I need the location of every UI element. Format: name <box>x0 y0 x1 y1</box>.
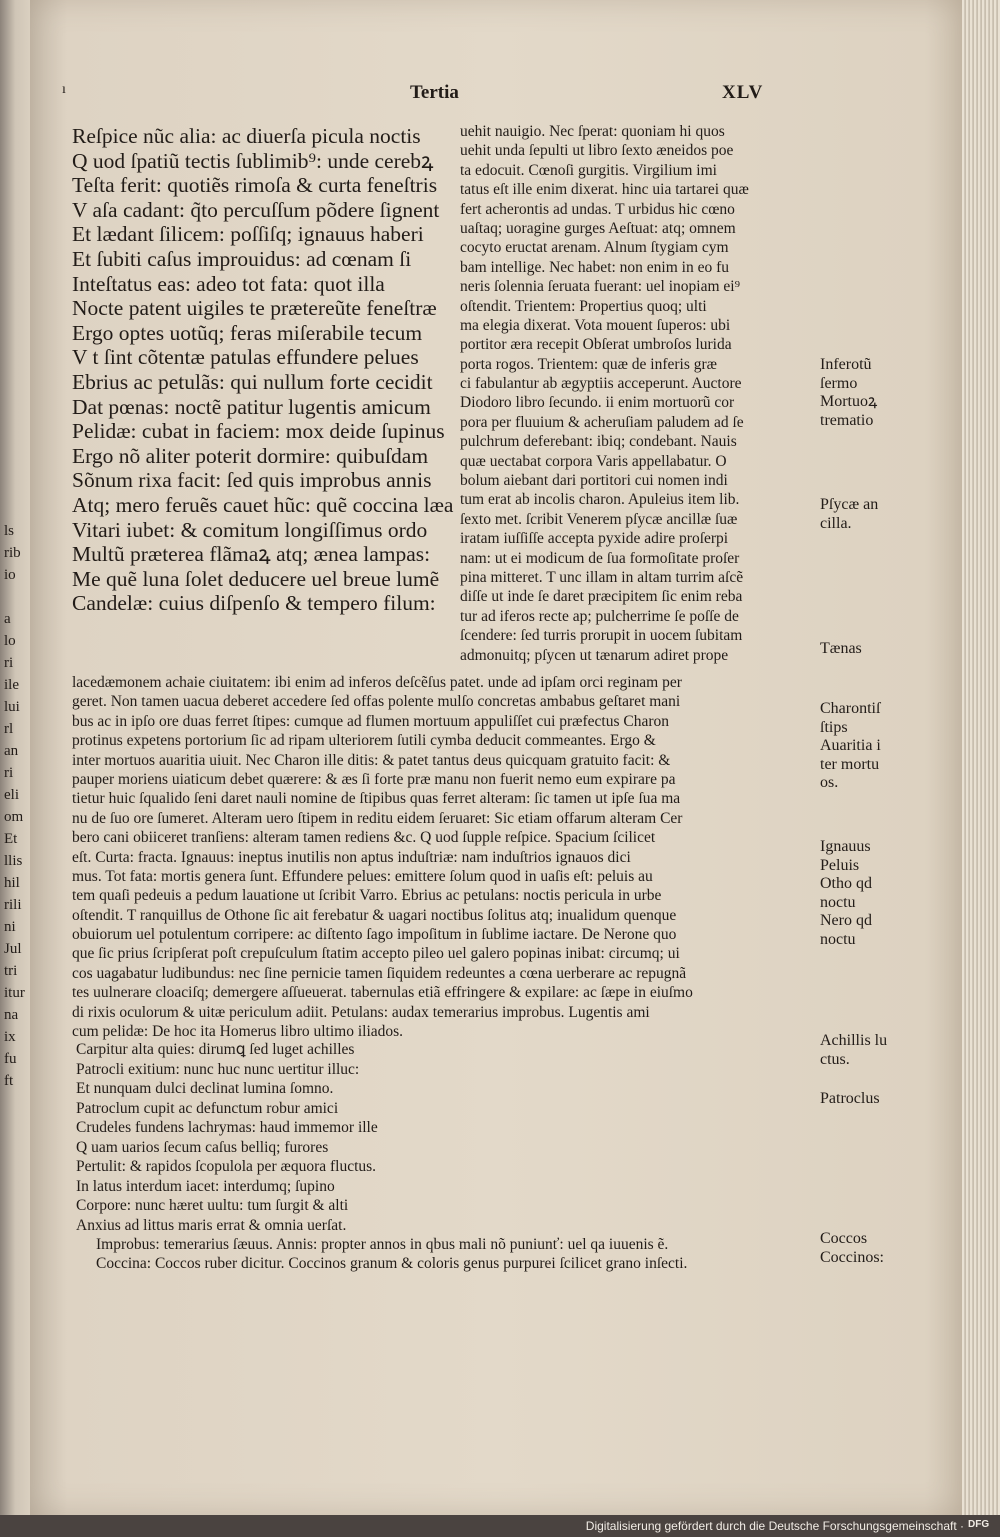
commentary-line: pora per fluuium & acheruſiam paludem ad ſe <box>460 413 744 431</box>
commentary-line: obuiorum uel potulentum corripere: ac diſtento ſago impoſitum in ſublime iactare. De Nerone quo <box>72 926 677 944</box>
facing-page-fragment: ft <box>4 1073 14 1089</box>
facing-page-edge <box>0 0 34 1515</box>
verse-line: Candelæ: cuius diſpenſo & tempero filum: <box>72 591 436 616</box>
commentary-line: oſtendit. Trientem: Propertius quoq; ulti <box>460 297 707 315</box>
quote-line: Q uam uarios ſecum caſus belliq; furores <box>76 1138 329 1156</box>
facing-page-fragment: ri <box>4 655 14 671</box>
facing-page-fragment: lui <box>4 699 20 715</box>
commentary-line: tatus eſt ille enim dixerat. hinc uia tartarei quæ <box>460 181 749 199</box>
margin-note <box>820 1032 920 1069</box>
commentary-line: cos uagabatur ludibundus: nec ſine pernicie tamen ſiquidem redeuntes a cœna uerberare ac repugnã <box>72 964 687 982</box>
facing-page-fragment: Et <box>4 831 18 847</box>
commentary-line: bero cani obiiceret tranſiens: alteram tamen rediens &c. Q uod ſupple reſpice. Spacium ſcilicet <box>72 829 656 847</box>
commentary-line: bus ac in ipſo ore duas ferret ſtipes: cumque ad flumen mortuum appuliſſet cui præfectus Charon <box>72 712 670 730</box>
commentary-line: diſſe ut inde ſe daret præcipitem ſic enim reba <box>460 588 743 606</box>
facing-page-fragment: hil <box>4 875 20 891</box>
funding-credit: Digitalisierung gefördert durch die Deutsche Forschungsgemeinschaft · <box>585 1519 964 1533</box>
verse-line: Teſta ferit: quotiẽs rimoſa & curta feneſtris <box>72 173 438 198</box>
margin-note <box>820 700 920 793</box>
facing-page-fragment: io <box>4 567 16 583</box>
verse-line: Et ſubiti caſus improuidus: ad cœnam ſi <box>72 246 412 271</box>
verse-line: Ergo nõ aliter poterit dormire: quibuſdam <box>72 443 429 468</box>
margin-note <box>820 1090 920 1109</box>
margin-note-line: Nero qd <box>820 912 872 929</box>
verse-line: Dat pœnas: noctẽ patitur lugentis amicum <box>72 394 431 419</box>
folio-number: XLV <box>722 82 764 103</box>
commentary-line: portitor æra recepit Obſerat umbroſos lurida <box>460 336 732 354</box>
margin-note-line: Mortuoꝝ <box>820 393 878 410</box>
gloss-line: Coccina: Coccos ruber dicitur. Coccinos granum & coloris genus purpurei ſcilicet grano inſecti. <box>96 1255 688 1273</box>
verse-line: Reſpice nũc alia: ac diuerſa picula noctis <box>72 124 421 148</box>
facing-page-fragment: lo <box>4 633 16 649</box>
facing-page-fragment: fu <box>4 1051 17 1067</box>
margin-note-line: ter mortu <box>820 755 880 773</box>
commentary-column <box>460 122 820 665</box>
verse-line: Atq; mero feruẽs cauet hũc: quẽ coccina læa <box>72 492 454 517</box>
commentary-line: oſtendit. T ranquillus de Othone ſic ait ferebatur & uagari noctibus ſolitus atq; inualidum quenque <box>72 906 677 924</box>
commentary-line: ſcendere: ſed turris prorupit in uocem ſubitam <box>460 627 743 645</box>
commentary-line: protinus expetens portorium ſic ad ripam ulteriorem ſutili cymba deducit commeantes. Ergo & <box>72 732 656 750</box>
facing-page-fragment: om <box>4 809 24 825</box>
facing-page-fragment: ile <box>4 677 19 693</box>
verse-line: Me quẽ luna ſolet deducere uel breue lumẽ <box>72 566 440 591</box>
commentary-line: porta rogos. Trientem: quæ de inferis græ <box>460 355 718 373</box>
margin-note-line: Coccos <box>820 1230 868 1247</box>
gloss-line: Improbus: temerarius ſæuus. Annis: propter annos in qbus mali nõ puniunť: uel qa iuuenis ẽ. <box>96 1236 669 1253</box>
verse-text <box>72 124 462 616</box>
facing-page-fragment: ni <box>4 919 16 935</box>
margin-note-line: Tænas <box>820 640 862 657</box>
commentary-line: tietur huic ſqualido ſeni daret nauli nomine de ſtipibus quas ferret alteram: ſic tamen ut ipſe ſua ma <box>72 790 681 808</box>
facing-page-fragment: ls <box>4 523 15 539</box>
margin-note <box>820 838 920 949</box>
quote-line: Pertulit: & rapidos ſcopulola per æquora fluctus. <box>76 1158 377 1175</box>
commentary-line: tem quaſi pedeuis a pedum lauatione ut ſcribit Varro. Ebrius ac petulans: noctis pericula in urbe <box>72 887 662 905</box>
facing-page-fragment: an <box>4 743 19 759</box>
commentary-line: mus. Tot fata: mortis genera ſunt. Effundere pelues: emittere ſolum quod in uaſis eſt: peluis au <box>72 867 653 885</box>
margin-note-line: Otho qd <box>820 875 872 892</box>
margin-note <box>820 356 920 430</box>
margin-note-line: cilla. <box>820 514 852 532</box>
verse-line: Nocte patent uigiles te prætereũte feneſtræ <box>72 296 437 321</box>
facing-page-fragment: itur <box>4 985 25 1001</box>
commentary-line: tum erat ab incolis charon. Apuleius item lib. <box>460 491 740 509</box>
commentary-line: ſexto met. ſcribit Venerem pſycæ ancillæ ſuæ <box>460 510 738 528</box>
margin-note-line: Inferotũ <box>820 356 872 373</box>
verse-line: Q uod ſpatiũ tectis ſublimib⁹: unde cerebꝝ <box>72 148 434 173</box>
verse-line: Pelidæ: cubat in faciem: mox deide ſupinus <box>72 419 445 444</box>
commentary-line: Diodoro libro ſecundo. ii enim mortuorũ cor <box>460 394 735 412</box>
commentary-line: quæ uectabat corpora Varis appellabatur. O <box>460 452 727 470</box>
commentary-line: admonuitq; pſycen ut tænarum adiret prope <box>460 646 729 664</box>
margin-note <box>820 496 920 533</box>
commentary-line: nu de ſuo ore ſumeret. Alteram uero ſtipem in reditu eidem ſeruaret: Sic etiam offarum alteram Cer <box>72 809 683 827</box>
commentary-line: tes uulnerare cloaciſq; demergere aſſueuerat. tabernulas etiã effringere & expilare: ac ſæpe in eiuſmo <box>72 984 693 1002</box>
quote-line: Et nunquam dulci declinat lumina ſomno. <box>76 1080 334 1097</box>
verse-line: Sõnum rixa facit: ſed quis improbus annis <box>72 468 432 493</box>
commentary-line: iratam iuſſiſſe accepta pyxide adire proſerpi <box>460 530 729 548</box>
commentary-line: pauper moriens uiaticum debet quærere: & æs ſi forte præ manu non fuerit nemo eum expirare pa <box>72 770 676 788</box>
commentary-line: uehit nauigio. Nec ſperat: quoniam hi quos <box>460 123 725 140</box>
commentary-full-width <box>72 673 824 1041</box>
commentary-line: pina mitteret. T unc illam in altam turrim aſcẽ <box>460 568 744 586</box>
margin-note-line: noctu <box>820 930 856 948</box>
verse-line: Vitari iubet: & comitum longiſſimus ordo <box>72 517 428 542</box>
commentary-line: eſt. Curta: fracta. Ignauus: ineptus inutilis non aptus induſtriæ: nam induſtrios ignauos dici <box>72 848 631 866</box>
homer-quotation <box>76 1040 576 1235</box>
margin-note-line: Achillis lu <box>820 1032 888 1049</box>
margin-note-line: ſtips <box>820 718 848 736</box>
commentary-line: geret. Non tamen uacua deberet accedere ſed offas polente mulſo concretas ambabus geſtaret mani <box>72 693 681 711</box>
facing-page-fragment: rili <box>4 897 22 913</box>
quote-line: In latus interdum iacet: interdumq; ſupino <box>76 1177 335 1195</box>
facing-page-fragment: na <box>4 1007 19 1023</box>
quote-line: Anxius ad littus maris errat & omnia uerſat. <box>76 1216 347 1234</box>
closing-glosses <box>96 1235 826 1274</box>
commentary-line: uehit unda ſepulti ut libro ſexto æneidos poe <box>460 142 734 160</box>
commentary-line: cum pelidæ: De hoc ita Homerus libro ultimo iliados. <box>72 1023 404 1041</box>
margin-note-line: Peluis <box>820 856 860 874</box>
verse-line: Et lædant ſilicem: poſſiſq; ignauus haberi <box>72 222 424 247</box>
facing-page-fragment: tri <box>4 963 18 979</box>
facing-page-fragment: a <box>4 611 11 627</box>
commentary-line: ma elegia dixerat. Vota mouent ſuperos: ubi <box>460 316 731 334</box>
margin-note-line: Pſycæ an <box>820 496 879 513</box>
commentary-line: ci fabulantur ab ægyptiis acceperunt. Auctore <box>460 375 742 393</box>
quote-line: Crudeles fundens lachrymas: haud immemor ille <box>76 1119 378 1136</box>
facing-page-fragment: ix <box>4 1029 16 1045</box>
margin-note-line: Auaritia i <box>820 737 881 754</box>
margin-note-line: Charontiſ <box>820 700 881 717</box>
quote-line: Corpore: nunc hæret uultu: tum ſurgit & alti <box>76 1197 349 1214</box>
margin-note-line: os. <box>820 774 839 791</box>
verse-line: Inteſtatus eas: adeo tot fata: quot illa <box>72 271 385 296</box>
commentary-line: bolum aiebant dari portitori cui nomen indi <box>460 472 728 490</box>
verse-line: V aſa cadant: q̃to percuſſum põdere ſignent <box>72 197 440 222</box>
margin-note <box>820 1230 920 1267</box>
quote-line: Patroclum cupit ac defunctum robur amici <box>76 1099 339 1117</box>
commentary-line: pulchrum deferebant: ibiq; condebant. Nauis <box>460 433 737 451</box>
commentary-line: bam intellige. Nec habet: non enim in eo fu <box>460 258 730 276</box>
commentary-line: di rixis oculorum & uitæ periculum adiit. Petulans: audax temerarius improbus. Lugentis ami <box>72 1003 650 1021</box>
margin-note <box>820 640 920 659</box>
dfg-logo: DFG <box>968 1519 990 1530</box>
commentary-line: tur ad iferos recte ap; pulcherrime ſe poſſe de <box>460 607 739 625</box>
facing-page-fragment: llis <box>4 853 23 869</box>
page-fore-edge <box>962 0 1000 1515</box>
commentary-line: cocyto eructat arenam. Alnum ſtygiam cym <box>460 239 729 257</box>
facing-page-fragment: ri <box>4 765 14 781</box>
margin-note-line: ctus. <box>820 1050 850 1068</box>
running-head: Tertia <box>410 82 459 103</box>
commentary-line: neris ſolennia ſeruata fuerant: uel inopiam ei⁹ <box>460 278 740 296</box>
margin-note-line: Coccinos: <box>820 1248 884 1266</box>
facing-page-fragment: Jul <box>4 941 22 957</box>
commentary-line: ta edocuit. Cœnoſi gurgitis. Virgilium imi <box>460 161 717 179</box>
commentary-line: nam: ut ei modicum de ſua formoſitate proſer <box>460 549 740 567</box>
quote-line: Carpitur alta quies: dirumꝗ ſed luget achilles <box>76 1041 355 1058</box>
facing-page-fragment: eli <box>4 787 19 803</box>
commentary-line: uaſtaq; uoragine gurges Aeſtuat: atq; omnem <box>460 219 736 237</box>
verse-line: Ebrius ac petulãs: qui nullum forte cecidit <box>72 369 433 394</box>
margin-note-line: Ignauus <box>820 838 871 855</box>
commentary-line: que ſic prius ſcripſerat poſt crepuſculum ſtatim accepto pileo uel galero popinas inibat: circumq; ui <box>72 945 680 963</box>
verse-line: Multũ præterea flãmaꝝ atq; ænea lampas: <box>72 542 431 567</box>
margin-note-line: trematio <box>820 411 874 429</box>
margin-note-line: Patroclus <box>820 1090 880 1107</box>
margin-note-line: ſermo <box>820 374 858 392</box>
margin-note-line: noctu <box>820 893 856 911</box>
verse-line: V t ſint cõtentæ patulas effundere pelues <box>72 345 419 370</box>
commentary-line: lacedæmonem achaie ciuitatem: ibi enim ad inferos deſcẽſus patet. unde ad ipſam orci reginam per <box>72 674 682 691</box>
facing-page-fragment: rib <box>4 545 21 561</box>
commentary-line: fert acherontis ad undas. T urbidus hic cœno <box>460 200 735 218</box>
facing-page-fragment: rl <box>4 721 14 737</box>
commentary-line: inter mortuos auaritia uiuit. Nec Charon ille ditis: & patet tantus deus quicquam gratuito facit: & <box>72 751 671 769</box>
verse-line: Ergo optes uotũq; feras miſerabile tecum <box>72 320 423 345</box>
quote-line: Patrocli exitium: nunc huc nunc uertitur illuc: <box>76 1060 360 1078</box>
signature-mark: ı <box>62 82 66 97</box>
